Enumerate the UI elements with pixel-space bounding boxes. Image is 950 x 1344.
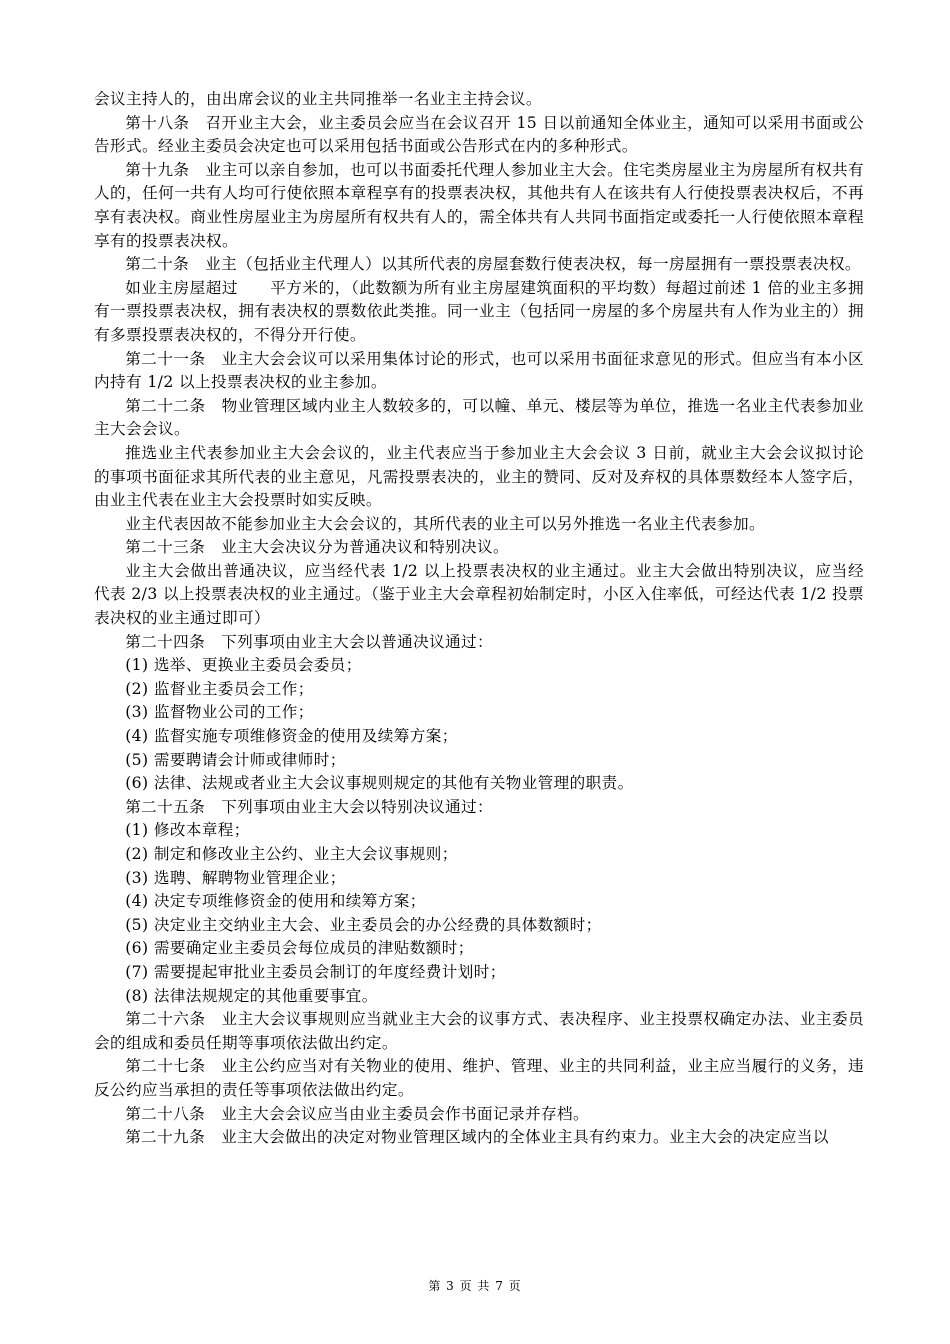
- paragraph: 业主大会做出普通决议，应当经代表 1/2 以上投票表决权的业主通过。业主大会做出特别决议，应当经代表 2/3 以上投票表决权的业主通过。（鉴于业主大会章程初始制定时，小区入住率低，可经达代表 1/2 投票表决权的业主通过即可）: [94, 561, 864, 628]
- list-item: (3) 监督物业公司的工作；: [125, 703, 314, 722]
- article-22: 第二十二条 物业管理区域内业主人数较多的，可以幢、单元、楼层等为单位，推选一名业主代表参加业主大会会议。: [94, 396, 864, 439]
- article-19: 第十九条 业主可以亲自参加，也可以书面委托代理人参加业主大会。住宅类房屋业主为房屋所有权共有人的，任何一共有人均可行使依照本章程享有的投票表决权，其他共有人在该共有人行使投票表决权后，不再享有表决权。商业性房屋业主为房屋所有权共有人的，需全体共有人共同书面指定或委托一人行使依照本章程享有的投票表决权。: [94, 160, 864, 250]
- article-28: 第二十八条 业主大会会议应当由业主委员会作书面记录并存档。: [125, 1104, 590, 1123]
- article-23: 第二十三条 业主大会决议分为普通决议和特别决议。: [125, 538, 510, 557]
- list-item: (2) 制定和修改业主公约、业主大会议事规则；: [125, 845, 458, 863]
- article-21: 第二十一条 业主大会会议可以采用集体讨论的形式，也可以采用书面征求意见的形式。但应当有本小区内持有 1/2 以上投票表决权的业主参加。: [94, 349, 864, 392]
- page-footer: 第 3 页 共 7 页: [428, 1279, 522, 1293]
- article-26: 第二十六条 业主大会议事规则应当就业主大会的议事方式、表决程序、业主投票权确定办法、业主委员会的组成和委员任期等事项依法做出约定。: [94, 1010, 864, 1052]
- list-item: (4) 决定专项维修资金的使用和续筹方案；: [125, 892, 426, 911]
- list-item: (5) 决定业主交纳业主大会、业主委员会的办公经费的具体数额时；: [125, 915, 602, 934]
- article-29: 第二十九条 业主大会做出的决定对物业管理区域内的全体业主具有约束力。业主大会的决定应当以: [125, 1128, 829, 1147]
- list-item: (6) 法律、法规或者业主大会议事规则规定的其他有关物业管理的职责。: [125, 774, 634, 793]
- paragraph: 如业主房屋超过 平方米的，（此数额为所有业主房屋建筑面积的平均数）每超过前述 1 倍的业主多拥有一票投票表决权，拥有表决权的票数依此类推。同一业主（包括同一房屋的多个房屋共有人作为业主的）拥有多票投票表决权的，不得分开行使。: [94, 278, 864, 344]
- list-item: (1) 修改本章程；: [125, 821, 250, 840]
- paragraph: 会议主持人的，由出席会议的业主共同推举一名业主主持会议。: [94, 90, 542, 108]
- paragraph: 业主代表因故不能参加业主大会会议的，其所代表的业主可以另外推选一名业主代表参加。: [125, 514, 765, 533]
- document-page: [94, 88, 864, 1150]
- list-item: (3) 选聘、解聘物业管理企业；: [125, 868, 346, 887]
- list-item: (6) 需要确定业主委员会每位成员的津贴数额时；: [125, 939, 474, 958]
- list-item: (2) 监督业主委员会工作；: [125, 679, 314, 698]
- article-20: 第二十条 业主（包括业主代理人）以其所代表的房屋套数行使表决权，每一房屋拥有一票投票表决权。: [125, 255, 861, 274]
- article-24: 第二十四条 下列事项由业主大会以普通决议通过：: [125, 632, 494, 651]
- article-18: 第十八条 召开业主大会，业主委员会应当在会议召开 15 日以前通知全体业主，通知可以采用书面或公告形式。经业主委员会决定也可以采用包括书面或公告形式在内的多种形式。: [94, 113, 864, 156]
- list-item: (7) 需要提起审批业主委员会制订的年度经费计划时；: [125, 962, 506, 981]
- paragraph: 推选业主代表参加业主大会会议的，业主代表应当于参加业主大会会议 3 日前，就业主大会会议拟讨论的事项书面征求其所代表的业主意见，凡需投票表决的，业主的赞同、反对及弃权的具体票数经本人签字后，由业主代表在业主大会投票时如实反映。: [94, 443, 864, 510]
- article-27: 第二十七条 业主公约应当对有关物业的使用、维护、管理、业主的共同利益，业主应当履行的义务，违反公约应当承担的责任等事项依法做出约定。: [94, 1057, 864, 1099]
- article-25: 第二十五条 下列事项由业主大会以特别决议通过：: [125, 797, 494, 816]
- list-item: (1) 选举、更换业主委员会委员；: [125, 656, 362, 675]
- list-item: (5) 需要聘请会计师或律师时；: [125, 750, 346, 769]
- list-item: (4) 监督实施专项维修资金的使用及续筹方案；: [125, 727, 458, 746]
- list-item: (8) 法律法规规定的其他重要事宜。: [125, 986, 378, 1005]
